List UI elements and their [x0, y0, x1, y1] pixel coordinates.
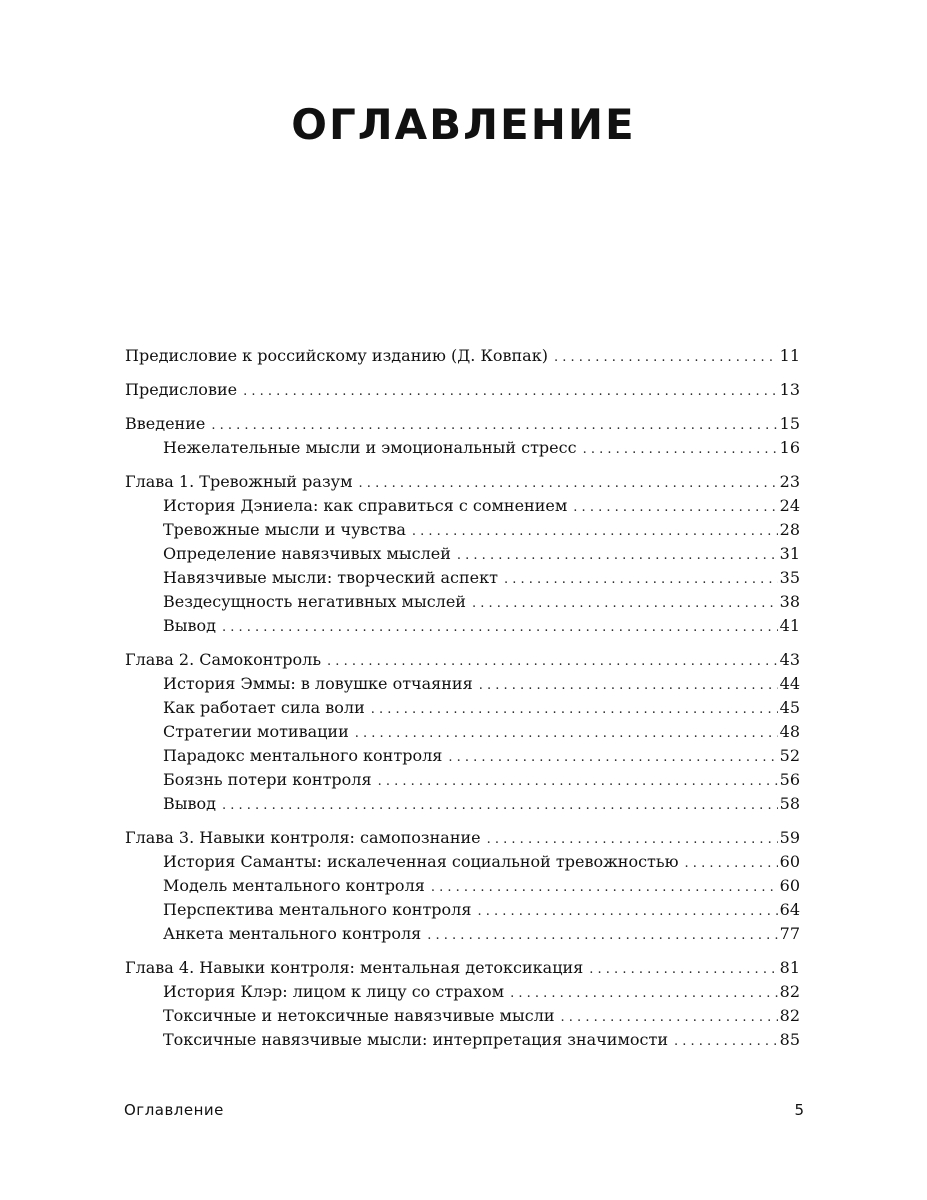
toc-entry-page: 35: [779, 568, 800, 587]
dot-leader: [355, 720, 778, 746]
running-footer-title: Оглавление: [124, 1101, 224, 1119]
dot-leader: [243, 378, 778, 404]
toc-entry[interactable]: [125, 956, 800, 980]
toc-entry-page: 82: [779, 982, 800, 1001]
toc-entry-page: 44: [779, 674, 800, 693]
toc-entry[interactable]: [125, 378, 800, 402]
dot-leader: [685, 850, 778, 876]
toc-entry-page: 31: [779, 544, 800, 563]
toc-subentry[interactable]: [125, 672, 800, 696]
toc-group: [125, 378, 800, 402]
toc-entry-page: 45: [779, 698, 800, 717]
dot-leader: [222, 792, 778, 818]
toc-entry-title: Вездесущность негативных мыслей: [163, 592, 466, 611]
toc-entry-page: 58: [779, 794, 800, 813]
footer-page-number: 5: [794, 1101, 804, 1119]
toc-entry-page: 43: [779, 650, 800, 669]
toc-entry-title: Предисловие к российскому изданию (Д. Ковпак): [125, 346, 548, 365]
toc-subentry[interactable]: [125, 1028, 800, 1052]
toc-subentry[interactable]: [125, 1004, 800, 1028]
dot-leader: [448, 744, 777, 770]
dot-leader: [359, 470, 778, 496]
toc-subentry[interactable]: [125, 744, 800, 768]
toc-entry-page: 13: [779, 380, 800, 399]
toc-entry-page: 23: [779, 472, 800, 491]
toc-entry-title: История Саманты: искалеченная социальной тревожностью: [163, 852, 679, 871]
toc-entry[interactable]: [125, 470, 800, 494]
toc-entry[interactable]: [125, 826, 800, 850]
toc-entry-title: Предисловие: [125, 380, 238, 399]
toc-group: [125, 956, 800, 1052]
page-title: ОГЛАВЛЕНИЕ: [291, 100, 636, 149]
toc-subentry[interactable]: [125, 874, 800, 898]
dot-leader: [589, 956, 777, 982]
toc-subentry[interactable]: [125, 590, 800, 614]
toc-entry-title: Нежелательные мысли и эмоциональный стресс: [163, 438, 577, 457]
toc-entry[interactable]: [125, 648, 800, 672]
toc-entry-page: 81: [779, 958, 800, 977]
toc-entry-title: Тревожные мысли и чувства: [163, 520, 406, 539]
dot-leader: [211, 412, 777, 438]
toc-group: [125, 344, 800, 368]
toc-subentry[interactable]: [125, 566, 800, 590]
toc-entry-page: 60: [779, 876, 800, 895]
toc-subentry[interactable]: [125, 696, 800, 720]
toc-group: [125, 826, 800, 946]
dot-leader: [573, 494, 777, 520]
toc-entry-title: Определение навязчивых мыслей: [163, 544, 451, 563]
toc-entry-title: Токсичные навязчивые мысли: интерпретация значимости: [163, 1030, 668, 1049]
toc-entry-page: 11: [779, 346, 800, 365]
toc-entry-page: 24: [779, 496, 800, 515]
toc-entry-page: 16: [779, 438, 800, 457]
toc-entry-title: Стратегии мотивации: [163, 722, 349, 741]
toc-subentry[interactable]: [125, 850, 800, 874]
dot-leader: [412, 518, 778, 544]
dot-leader: [472, 590, 778, 616]
toc-subentry[interactable]: [125, 542, 800, 566]
toc-entry-page: 82: [779, 1006, 800, 1025]
dot-leader: [510, 980, 778, 1006]
dot-leader: [327, 648, 778, 674]
dot-leader: [457, 542, 778, 568]
toc-entry-page: 38: [779, 592, 800, 611]
toc-subentry[interactable]: [125, 898, 800, 922]
toc-entry-page: 41: [779, 616, 800, 635]
toc-entry[interactable]: [125, 412, 800, 436]
toc-entry-title: Навязчивые мысли: творческий аспект: [163, 568, 498, 587]
dot-leader: [222, 614, 778, 640]
dot-leader: [431, 874, 778, 900]
toc-entry-title: Парадокс ментального контроля: [163, 746, 443, 765]
toc-entry-title: Токсичные и нетоксичные навязчивые мысли: [163, 1006, 555, 1025]
dot-leader: [583, 436, 778, 462]
toc-entry-title: Как работает сила воли: [163, 698, 365, 717]
toc-group: [125, 648, 800, 816]
toc-entry-title: История Дэниела: как справиться с сомнением: [163, 496, 568, 515]
toc-entry-page: 59: [779, 828, 800, 847]
toc-entry-title: История Клэр: лицом к лицу со страхом: [163, 982, 505, 1001]
toc-entry-title: Глава 4. Навыки контроля: ментальная детоксикация: [125, 958, 584, 977]
toc-entry-page: 48: [779, 722, 800, 741]
toc-entry-title: Вывод: [163, 794, 216, 813]
dot-leader: [561, 1004, 778, 1030]
dot-leader: [504, 566, 778, 592]
dot-leader: [479, 672, 778, 698]
dot-leader: [427, 922, 777, 948]
toc-entry[interactable]: [125, 344, 800, 368]
toc-group: [125, 412, 800, 460]
dot-leader: [554, 344, 778, 370]
table-of-contents: [125, 344, 800, 1062]
toc-subentry[interactable]: [125, 980, 800, 1004]
toc-entry-page: 52: [779, 746, 800, 765]
toc-entry-page: 15: [779, 414, 800, 433]
toc-subentry[interactable]: [125, 720, 800, 744]
toc-entry-title: Перспектива ментального контроля: [163, 900, 472, 919]
dot-leader: [378, 768, 778, 794]
toc-subentry[interactable]: [125, 614, 800, 638]
toc-entry-title: Введение: [125, 414, 206, 433]
toc-entry-page: 77: [779, 924, 800, 943]
toc-entry-title: Глава 3. Навыки контроля: самопознание: [125, 828, 481, 847]
toc-entry-page: 60: [779, 852, 800, 871]
toc-entry-page: 64: [779, 900, 800, 919]
dot-leader: [487, 826, 778, 852]
toc-entry-page: 85: [779, 1030, 800, 1049]
toc-entry-title: История Эммы: в ловушке отчаяния: [163, 674, 473, 693]
dot-leader: [477, 898, 777, 924]
toc-subentry[interactable]: [125, 792, 800, 816]
toc-entry-title: Модель ментального контроля: [163, 876, 425, 895]
dot-leader: [674, 1028, 778, 1054]
toc-entry-title: Вывод: [163, 616, 216, 635]
toc-group: [125, 470, 800, 638]
toc-subentry[interactable]: [125, 518, 800, 542]
toc-entry-title: Глава 2. Самоконтроль: [125, 650, 322, 669]
toc-subentry[interactable]: [125, 922, 800, 946]
dot-leader: [371, 696, 778, 722]
toc-entry-page: 28: [779, 520, 800, 539]
toc-entry-title: Анкета ментального контроля: [163, 924, 422, 943]
toc-subentry[interactable]: [125, 768, 800, 792]
toc-entry-title: Боязнь потери контроля: [163, 770, 372, 789]
toc-entry-page: 56: [779, 770, 800, 789]
toc-entry-title: Глава 1. Тревожный разум: [125, 472, 353, 491]
toc-subentry[interactable]: [125, 436, 800, 460]
toc-subentry[interactable]: [125, 494, 800, 518]
